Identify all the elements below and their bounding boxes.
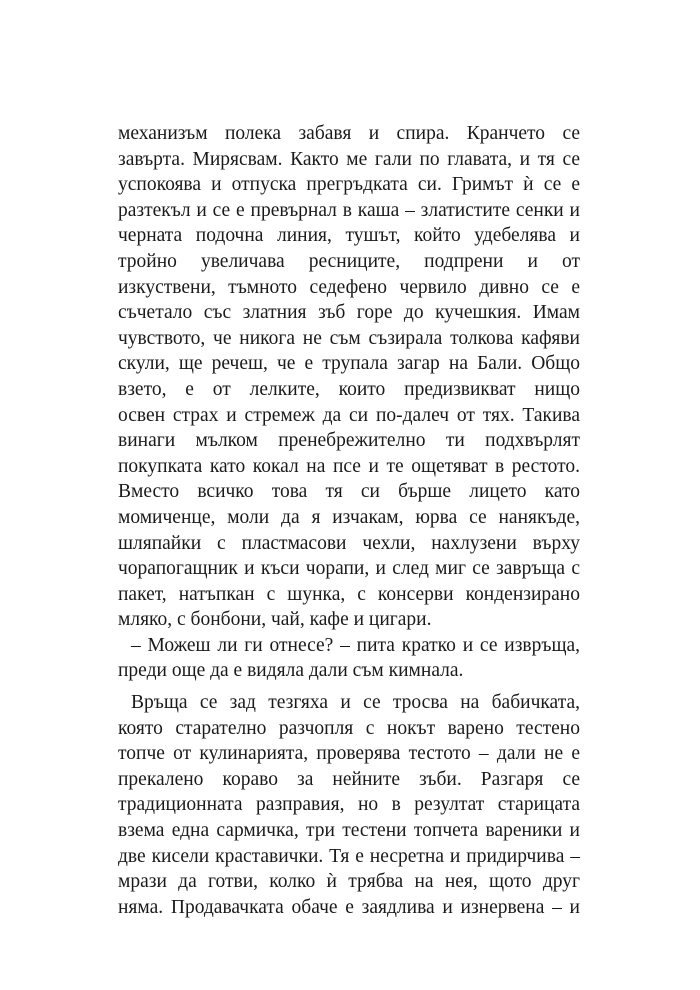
text-line: разтекъл и се е превърнал в каша – златистите сенки и	[118, 199, 580, 221]
text-line: пакет, натъпкан с шунка, с консерви кондензирано	[118, 583, 580, 605]
paragraph	[118, 633, 580, 684]
text-line: момиченце, моли да я изчакам, юрва се нанякъде,	[118, 506, 580, 528]
text-line: взема една сармичка, три тестени топчета вареники и	[118, 820, 580, 842]
text-line: скули, ще речеш, че е трупала загар на Бали. Общо	[118, 353, 580, 375]
page-text	[118, 121, 580, 920]
text-line: топче от кулинарията, проверява тестото – дали не е	[118, 743, 580, 765]
text-line: шляпайки с пластмасови чехли, нахлузени върху	[118, 532, 580, 554]
text-line: Вместо всичко това тя си бърше лицето като	[118, 481, 580, 503]
text-line: винаги мълком пренебрежително ти подхвърлят	[118, 430, 580, 452]
text-line: завърта. Мирясвам. Както ме гали по главата, и тя се	[118, 148, 580, 170]
text-line: съчетало със златния зъб горе до кучешкия. Имам	[118, 302, 580, 324]
text-line: която старателно разчопля с нокът варено тестено	[118, 717, 580, 739]
text-line: прекалено кораво за нейните зъби. Разгаря се	[118, 768, 580, 790]
text-line: успокоява и отпуска прегръдката си. Гримът ѝ се е	[118, 174, 580, 196]
text-line: взето, е от лелките, които предизвикват нищо	[118, 378, 580, 400]
text-line: Връща се зад тезгяха и се тросва на бабичката,	[131, 692, 580, 714]
text-line: няма. Продавачката обаче е заядлива и изнервена – и	[118, 896, 580, 918]
paragraph	[118, 690, 580, 920]
text-line: механизъм полека забавя и спира. Кранчето се	[118, 123, 580, 144]
text-line: черната подочна линия, тушът, който удебелява и	[118, 225, 580, 247]
text-line: освен страх и стремеж да си по-далеч от тях. Такива	[118, 404, 580, 426]
text-line: мрази да готви, колко ѝ трябва на нея, щото друг	[118, 871, 580, 893]
text-line: традиционната разправия, но в резултат старицата	[118, 794, 580, 816]
text-line: – Можеш ли ги отнесе? – пита кратко и се извръща,	[131, 634, 580, 656]
text-line: тройно увеличава ресниците, подпрени и от	[118, 250, 580, 272]
paragraph	[118, 121, 580, 633]
text-line: преди още да е видяла дали съм кимнала.	[118, 660, 464, 682]
text-line: чорапогащник и къси чорапи, и след миг се завръща с	[118, 558, 580, 580]
text-line: две кисели краставички. Тя е несретна и придирчива –	[118, 845, 580, 867]
text-line: чувството, че никога не съм съзирала толкова кафяви	[118, 327, 580, 349]
text-line: изкуствени, тъмното седефено червило дивно се е	[118, 276, 580, 298]
text-line: покупката като кокал на псе и те ощетяват в рестото.	[118, 455, 580, 477]
text-line: мляко, с бонбони, чай, кафе и цигари.	[118, 609, 432, 631]
